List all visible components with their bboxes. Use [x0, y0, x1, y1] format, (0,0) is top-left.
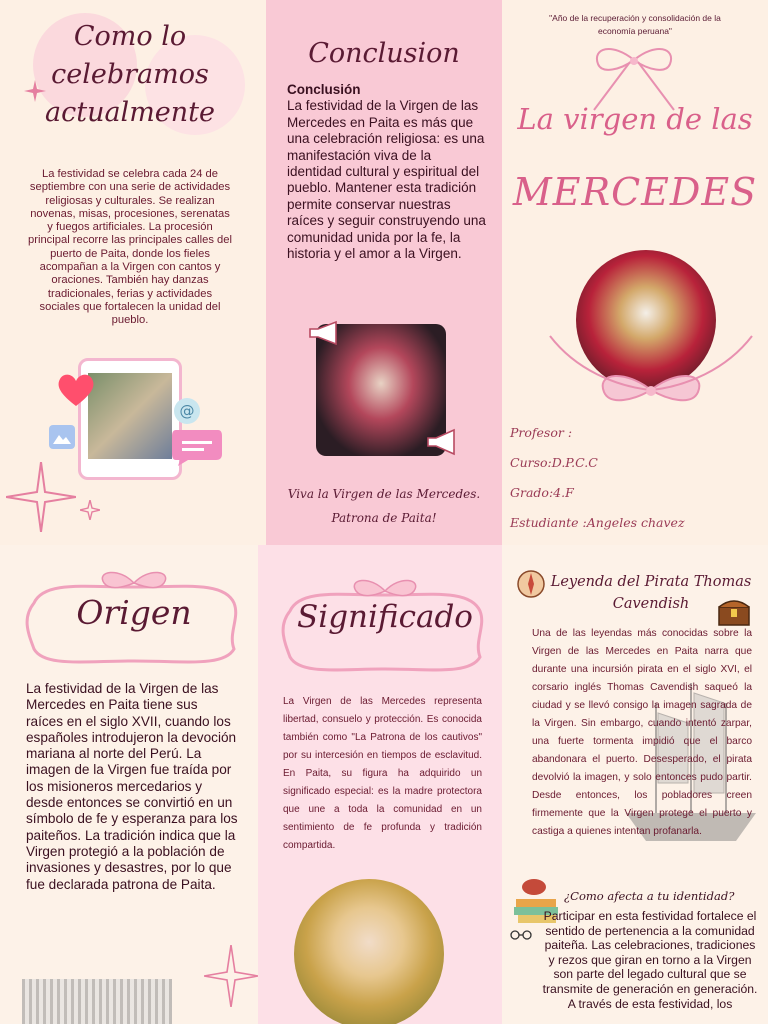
glasses-icon	[510, 929, 532, 941]
sparkle-icon	[204, 945, 258, 1007]
panel-cover	[502, 0, 768, 545]
chat-icon	[170, 428, 224, 468]
section-title: Origen	[76, 593, 192, 632]
old-town-engraving	[22, 979, 172, 1024]
at-icon	[172, 396, 202, 426]
title-line: Como lo	[73, 21, 187, 52]
panel-celebration	[0, 0, 266, 545]
virgin-portrait-medallion	[294, 879, 444, 1024]
grade-line: Grado:4.F	[510, 485, 574, 500]
title-line: actualmente	[45, 97, 215, 128]
sparkle-icon	[24, 80, 46, 102]
panel-legend	[502, 545, 768, 1024]
ribbon-bow-icon	[546, 330, 756, 420]
year-motto: "Año de la recuperación y consolidación de la economía peruana"	[549, 13, 721, 36]
origin-body: La festividad de la Virgen de las Mercedes en Paita tiene sus raíces en el siglo XVII, cuando los españoles introdujeron la devoción mariana al norte del Perú. La imagen de la Virgen fue traída por los misioneros mercedarios y desde entonces se convirtió en un símbolo de fe y esperanza para los paiteños. La tradición indica que la Virgen protegió a la población de invasiones y desastres, por lo que fue declarada patrona de Paita.	[26, 681, 238, 892]
legend-body: Una de las leyendas más conocidas sobre la Virgen de las Mercedes en Paita narra que durante una incursión pirata en el siglo XVI, el corsario inglés Thomas Cavendish saqueó la ciudad y se llevó consigo la imagen sagrada de la Virgen. Sin embargo, cuando intentó zarpar, una fuerte tormenta impidió que el barco abandonara el puerto. Desesperado, el pirata devolvió la imagen, y solo entonces pudo partir. Desde entonces, los pobladores creen firmemente que la Virgen protege el puerto y castiga a quienes intentan profanarla.	[532, 628, 752, 837]
panel-meaning	[258, 545, 502, 1024]
conclusion-body: La festividad de la Virgen de las Mercedes en Paita es más que una celebración religiosa: es una manifestación viva de la identidad cultural y espiritual del pueblo. Mantener esta tradición permite conservar nuestras raíces y seguir construyendo una comunidad unida por la fe, la historia y el amor a la Virgen.	[287, 98, 486, 262]
panel-conclusion	[266, 0, 502, 545]
megaphone-icon	[308, 320, 342, 346]
meaning-body: La Virgen de las Mercedes representa libertad, consuelo y protección. Es conocida también como "La Patrona de los cautivos" por su intercesión en tiempos de esclavitud. En Paita, su figura ha adquirido un significado especial: es la madre protectora que une a toda la comunidad en un sentimiento de fe profunda y tradición compartida.	[283, 696, 482, 851]
sparkle-icon	[6, 462, 76, 532]
celebration-body: La festividad se celebra cada 24 de septiembre con una serie de actividades religiosas y culturales. Se realizan novenas, misas, procesiones, serenatas y fuegos artificiales. La procesión principal recorre las principales calles del puerto de Paita, donde los fieles acompañan a la Virgen con cantos y oraciones. También hay danzas tradicionales, ferias y actividades sociales que fortalecen la unidad del pueblo.	[28, 168, 232, 327]
teacher-line: Profesor :	[510, 425, 573, 440]
title-line: Leyenda del Pirata Thomas	[550, 574, 752, 590]
treasure-chest-icon	[716, 595, 752, 627]
panel-origin	[0, 545, 258, 1024]
closing-line: Viva la Virgen de las Mercedes.	[287, 487, 481, 501]
closing-phrase	[266, 482, 502, 530]
section-title	[20, 18, 240, 132]
image-icon	[48, 424, 76, 450]
title-line: Cavendish	[612, 596, 690, 612]
conclusion-subtitle: Conclusión	[287, 82, 361, 97]
conclusion-text	[287, 82, 487, 262]
student-info	[510, 418, 760, 538]
closing-line: Patrona de Paita!	[331, 511, 437, 525]
title-line: celebramos	[51, 59, 209, 90]
heart-icon	[56, 372, 96, 408]
course-line: Curso:D.P.C.C	[510, 455, 598, 470]
megaphone-icon	[426, 428, 460, 458]
sparkle-icon	[80, 500, 100, 520]
svg-text:@: @	[179, 402, 195, 420]
section-title: Significado	[297, 599, 473, 635]
identity-body: Participar en esta festividad fortalece el sentido de pertenencia a la comunidad paiteña. Las celebraciones, tradiciones y rezos que giran en torno a la Virgen son parte del legado cultural que se transmite de generación en generación. A través de esta festividad, los	[542, 909, 758, 1011]
section-title: Conclusion	[308, 38, 460, 69]
student-line: Estudiante :Angeles chavez	[510, 515, 685, 530]
identity-title: ¿Como afecta a tu identidad?	[564, 889, 735, 903]
crowd-photo	[88, 373, 172, 459]
cover-title-line1: La virgen de las	[517, 102, 753, 136]
cover-title-line2: MERCEDES	[512, 170, 758, 214]
